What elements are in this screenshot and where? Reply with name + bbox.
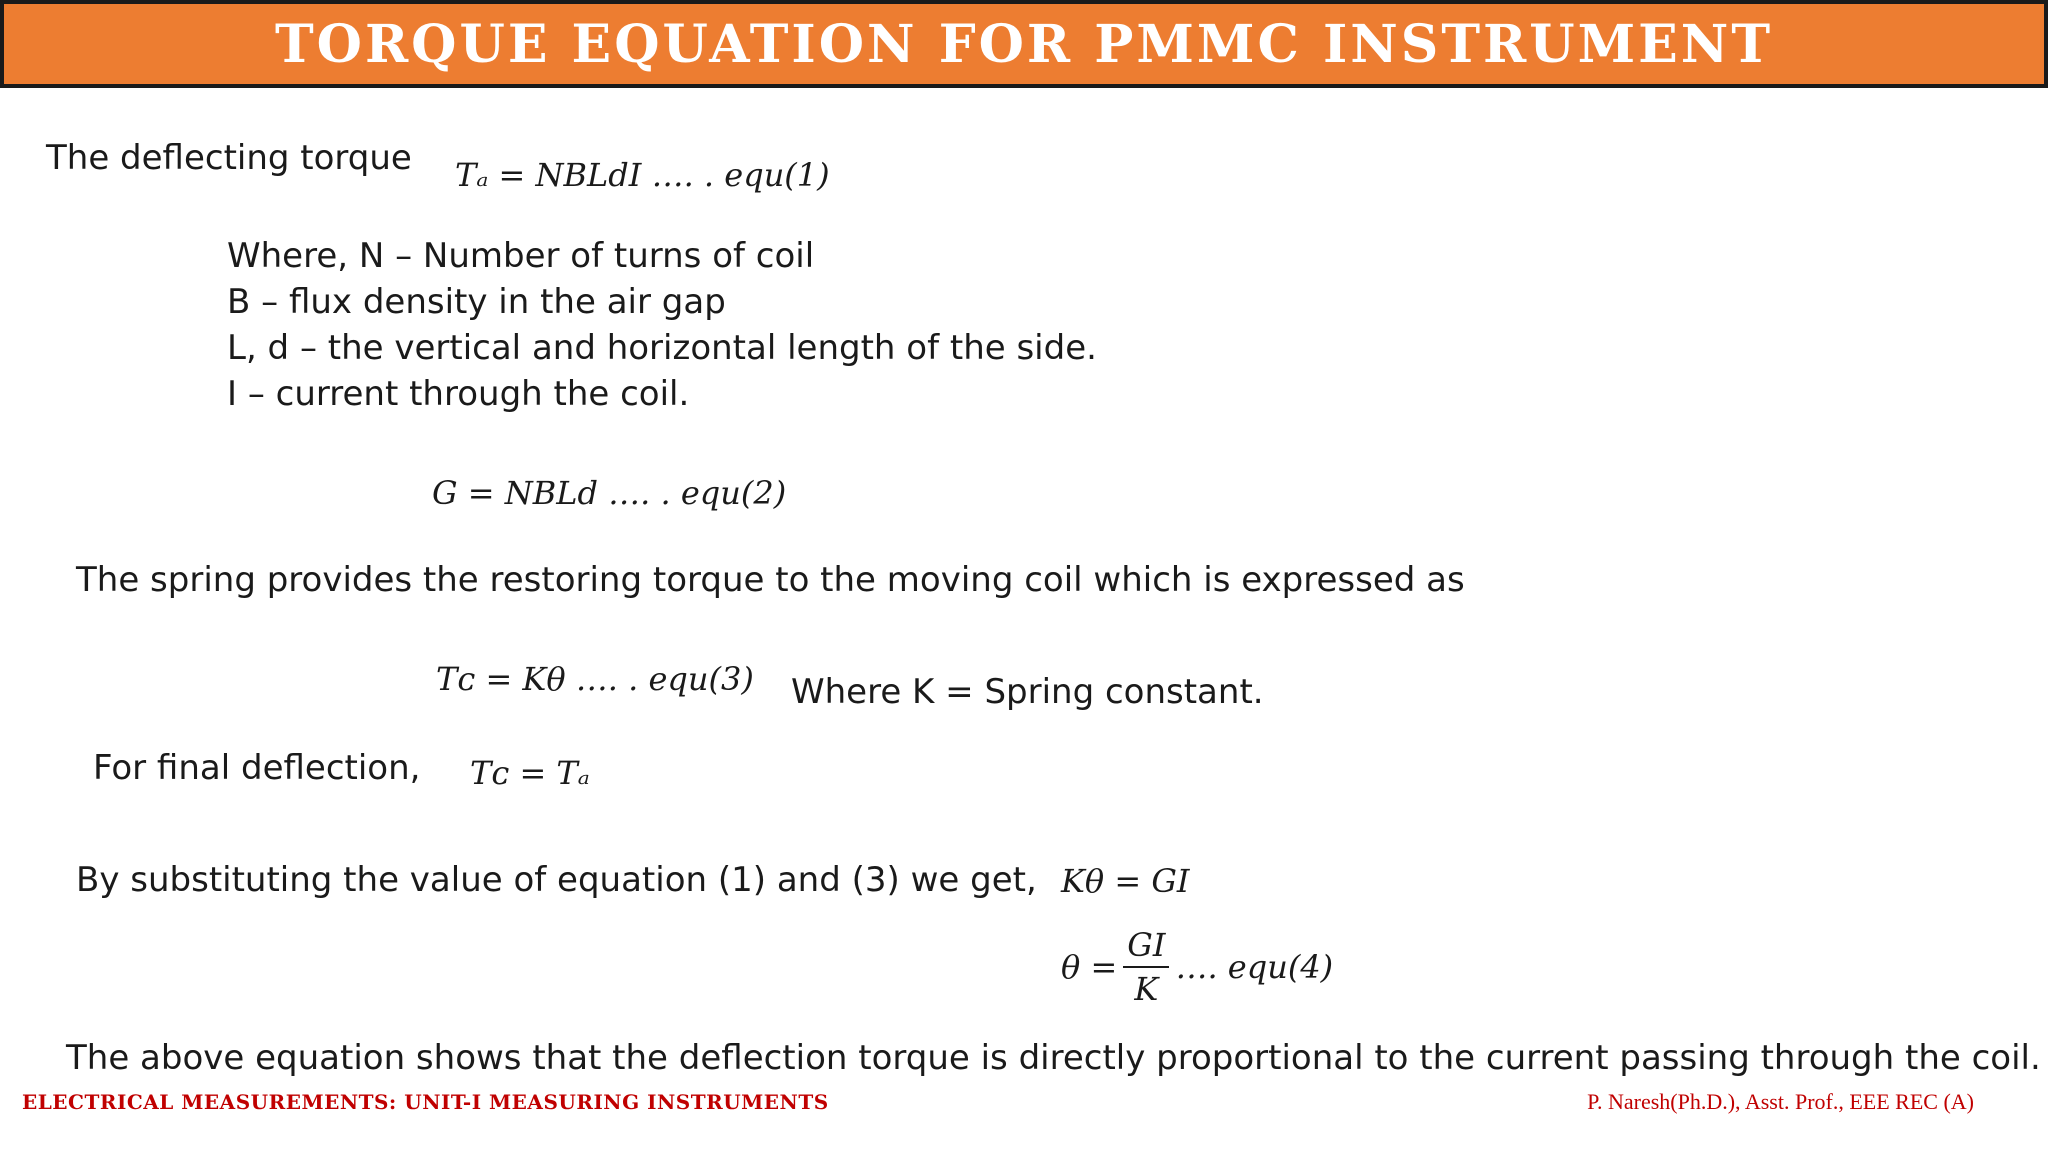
footer-author: P. Naresh(Ph.D.), Asst. Prof., EEE REC (A) <box>1587 1089 1974 1114</box>
slide-title: TORQUE EQUATION FOR PMMC INSTRUMENT <box>274 13 1774 75</box>
equation-final-deflection: Tᴄ = Tₐ <box>470 754 590 792</box>
substitution-text: By substituting the value of equation (1) and (3) we get, <box>76 860 1037 900</box>
equation-3: Tᴄ = Kθ …. . equ(3) <box>436 660 754 698</box>
equation-ktheta: Kθ = GI <box>1061 862 1190 900</box>
equation-1: Tₐ = NBLdI …. . equ(1) <box>455 156 830 194</box>
where-line-ld: L, d – the vertical and horizontal length of the side. <box>227 328 1097 368</box>
where-line-b: B – flux density in the air gap <box>227 282 726 322</box>
equation-4 <box>1061 926 1333 1008</box>
where-line-i: I – current through the coil. <box>227 374 690 414</box>
conclusion-text: The above equation shows that the deflection torque is directly proportional to the current passing through the coil. <box>66 1038 2041 1078</box>
spring-constant-note: Where K = Spring constant. <box>791 672 1264 712</box>
deflecting-torque-label: The deflecting torque <box>46 138 412 178</box>
equation-4-fraction <box>1123 926 1169 1008</box>
footer-course-title: ELECTRICAL MEASUREMENTS: UNIT-I MEASURING INSTRUMENTS <box>22 1090 829 1114</box>
title-bar <box>0 0 2048 88</box>
equation-4-lhs: θ = <box>1061 948 1118 986</box>
equation-2: G = NBLd …. . equ(2) <box>432 474 787 512</box>
equation-4-numerator: GI <box>1123 926 1169 968</box>
equation-4-denominator: K <box>1134 970 1159 1008</box>
equation-4-tail: …. equ(4) <box>1175 948 1334 986</box>
where-line-n: Where, N – Number of turns of coil <box>227 236 815 276</box>
spring-description: The spring provides the restoring torque to the moving coil which is expressed as <box>76 560 1465 600</box>
final-deflection-label: For final deflection, <box>93 748 421 788</box>
